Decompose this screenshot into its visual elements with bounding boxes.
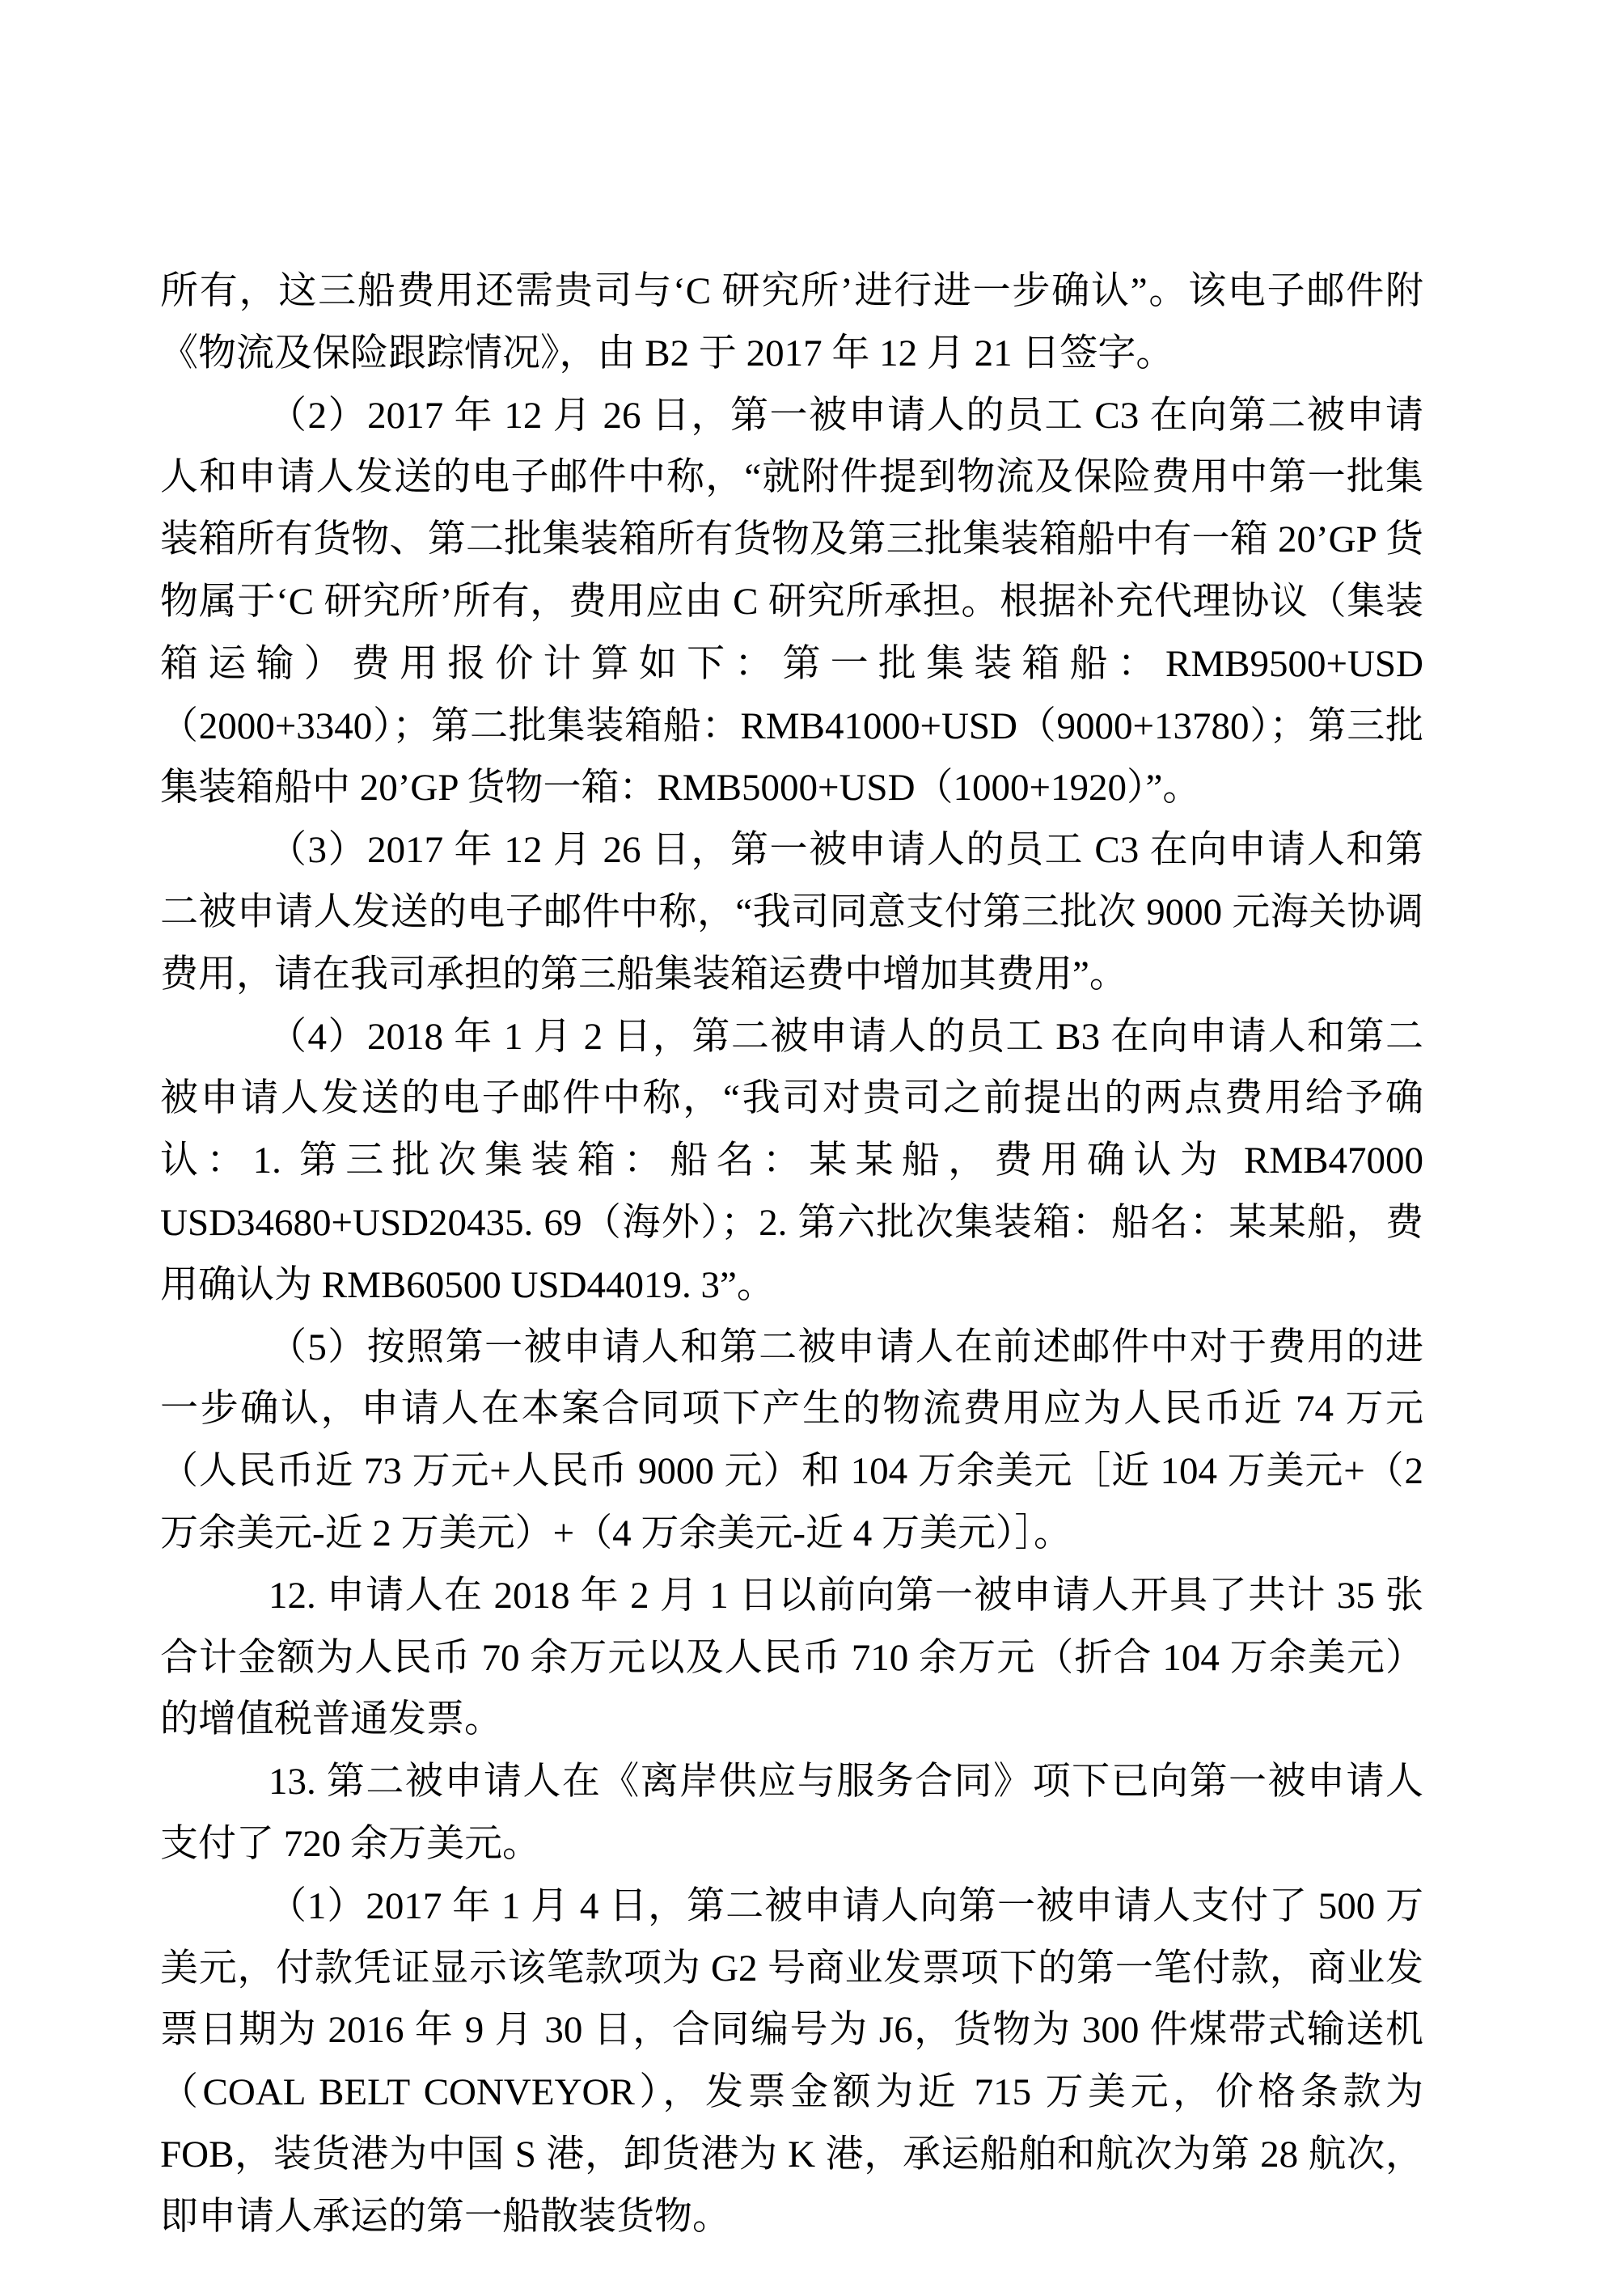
paragraph: 所有，这三船费用还需贵司与‘C 研究所’进行进一步确认”。该电子邮件附《物流及保险跟踪情况》，由 B2 于 2017 年 12 月 21 日签字。 xyxy=(160,270,1423,374)
paragraph: 13. 第二被申请人在《离岸供应与服务合同》项下已向第一被申请人支付了 720 余万美元。 xyxy=(160,1761,1423,1865)
paragraph: 12. 申请人在 2018 年 2 月 1 日以前向第一被申请人开具了共计 35 张合计金额为人民币 70 余万元以及人民币 710 余万元（折合 104 万余美元）的增值税普通发票。 xyxy=(160,1574,1423,1741)
paragraph: （4）2018 年 1 月 2 日，第二被申请人的员工 B3 在向申请人和第二被申请人发送的电子邮件中称，“我司对贵司之前提出的两点费用给予确认：1. 第三批次集装箱：船名：某某船，费用确认为 RMB47000 USD34680+USD20435. 69（海外）；2. 第六批次集装箱：船名：某某船，费用确认为 RMB60500 USD44019. 3”。 xyxy=(160,1015,1423,1306)
paragraph: （2）2017 年 12 月 26 日，第一被申请人的员工 C3 在向第二被申请人和申请人发送的电子邮件中称，“就附件提到物流及保险费用中第一批集装箱所有货物、第二批集装箱所有货物及第三批集装箱船中有一箱 20’GP 货物属于‘C 研究所’所有，费用应由 C 研究所承担。根据补充代理协议（集装箱运输）费用报价计算如下：第一批集装箱船：RMB9500+USD（2000+3340）；第二批集装箱船：RMB41000+USD（9000+13780）；第三批集装箱船中 20’GP 货物一箱：RMB5000+USD（1000+1920）”。 xyxy=(160,394,1423,810)
paragraph: （3）2017 年 12 月 26 日，第一被申请人的员工 C3 在向申请人和第二被申请人发送的电子邮件中称，“我司同意支付第三批次 9000 元海关协调费用，请在我司承担的第三船集装箱运费中增加其费用”。 xyxy=(160,829,1423,996)
paragraph: （1）2017 年 1 月 4 日，第二被申请人向第一被申请人支付了 500 万美元，付款凭证显示该笔款项为 G2 号商业发票项下的第一笔付款，商业发票日期为 2016 年 9 月 30 日，合同编号为 J6，货物为 300 件煤带式输送机（COAL BELT CONVEYOR），发票金额为近 715 万美元，价格条款为 FOB，装货港为中国 S 港，卸货港为 K 港，承运船舶和航次为第 28 航次，即申请人承运的第一船散装货物。 xyxy=(160,1884,1423,2238)
document-body xyxy=(160,260,1423,2248)
paragraph: （5）按照第一被申请人和第二被申请人在前述邮件中对于费用的进一步确认，申请人在本案合同项下产生的物流费用应为人民币近 74 万元（人民币近 73 万元+人民币 9000 元）和 104 万余美元［近 104 万美元+（2 万余美元-近 2 万美元）+（4 万余美元-近 4 万美元）］。 xyxy=(160,1326,1423,1554)
